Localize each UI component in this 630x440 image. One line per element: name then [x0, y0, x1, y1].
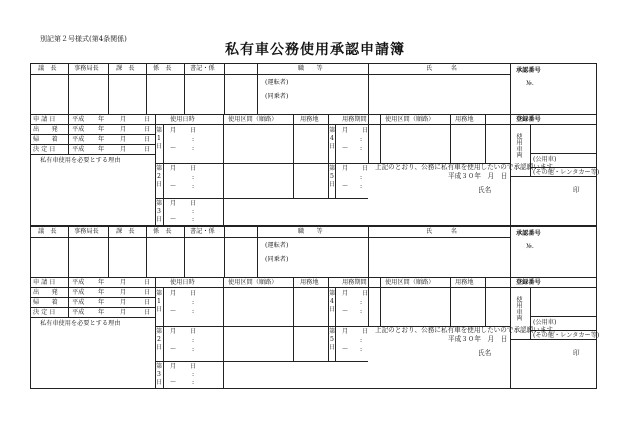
departure-label: 出 発: [33, 126, 58, 133]
passenger-label: (同乗者): [265, 256, 289, 263]
name-label: 氏 名: [426, 228, 457, 235]
date: 日: [190, 290, 197, 297]
day: 日: [144, 309, 151, 316]
col-period: 用務期間: [342, 116, 367, 123]
date: 日: [362, 127, 369, 134]
day-suffix: 日: [156, 379, 163, 386]
header-chair: 議 長: [38, 228, 57, 235]
name-label: 氏 名: [426, 65, 457, 72]
col-destination-2: 用務地: [455, 279, 474, 286]
date: 日: [190, 328, 197, 335]
col-destination-1: 用務地: [300, 279, 319, 286]
declaration-text: 上記のとおり、公務に私有車を使用したいので承認願います。: [375, 326, 560, 334]
month: 月: [170, 290, 177, 297]
day-number-2: 2: [157, 336, 161, 343]
day-prefix: 第: [156, 165, 163, 172]
tilde: ～: [170, 216, 177, 223]
date: 日: [190, 127, 197, 134]
reason-label: 私有車使用を必要とする理由: [40, 320, 121, 327]
colon: :: [360, 183, 363, 190]
decision-date-label: 決 定 日: [33, 309, 56, 316]
month: 月: [170, 328, 177, 335]
day-number-3: 3: [157, 208, 161, 215]
day-suffix: 日: [329, 181, 336, 188]
year: 年: [98, 299, 105, 306]
apply-date-label: 申 請 日: [33, 116, 56, 123]
month: 月: [170, 165, 177, 172]
day-number-3: 3: [157, 371, 161, 378]
other-car-label: (その他・レンタカー等): [533, 332, 600, 339]
approval-number-mark: №.: [526, 243, 534, 250]
day: 日: [144, 146, 151, 153]
date: 日: [362, 328, 369, 335]
day-prefix: 第: [329, 290, 336, 297]
era: 平成: [72, 279, 85, 286]
colon: :: [192, 346, 195, 353]
colon: :: [192, 337, 195, 344]
month: 月: [120, 289, 127, 296]
header-clerk: 書記・係: [190, 65, 215, 72]
era: 平成: [72, 116, 85, 123]
header-section-chief: 課 長: [116, 65, 135, 72]
tilde: ～: [170, 145, 177, 152]
colon: :: [192, 379, 195, 386]
era: 平成: [72, 299, 85, 306]
year: 年: [98, 289, 105, 296]
colon: :: [192, 145, 195, 152]
colon: :: [192, 183, 195, 190]
month: 月: [120, 136, 127, 143]
month: 月: [120, 279, 127, 286]
reason-label: 私有車使用を必要とする理由: [40, 157, 121, 164]
declaration-date: 平成３０年 月 日: [448, 335, 508, 343]
date: 日: [362, 165, 369, 172]
month: 月: [120, 146, 127, 153]
header-sub-chief: 係 長: [153, 228, 172, 235]
colon: :: [360, 346, 363, 353]
other-car-label: (その他・レンタカー等): [533, 169, 600, 176]
tilde: ～: [342, 183, 349, 190]
tilde: ～: [342, 145, 349, 152]
application-section-1: [30, 63, 600, 226]
position-label: 職 等: [298, 65, 323, 72]
month: 月: [120, 116, 127, 123]
colon: :: [360, 136, 363, 143]
seal-mark: 印: [573, 186, 580, 194]
era: 平成: [72, 126, 85, 133]
day-number-5: 5: [330, 336, 334, 343]
page-title: 私有車公務使用承認申請簿: [225, 42, 405, 58]
day: 日: [144, 289, 151, 296]
registration-number-label: 登録番号: [516, 116, 541, 123]
decision-date-label: 決 定 日: [33, 146, 56, 153]
col-route-2: 使用区間（順路）: [385, 279, 435, 286]
col-usage-datetime: 使用日時: [170, 279, 195, 286]
declaration-date: 平成３０年 月 日: [448, 172, 508, 180]
tilde: ～: [170, 308, 177, 315]
col-route-1: 使用区間（順路）: [228, 279, 278, 286]
col-route-1: 使用区間（順路）: [228, 116, 278, 123]
signature-name-label: 氏名: [478, 186, 492, 194]
date: 日: [190, 363, 197, 370]
header-secretary-general: 事務局長: [74, 65, 99, 72]
colon: :: [360, 174, 363, 181]
colon: :: [360, 308, 363, 315]
date: 日: [190, 200, 197, 207]
passenger-label: (同乗者): [265, 93, 289, 100]
apply-date-label: 申 請 日: [33, 279, 56, 286]
day-suffix: 日: [156, 181, 163, 188]
year: 年: [98, 146, 105, 153]
header-sub-chief: 係 長: [153, 65, 172, 72]
month: 月: [342, 165, 349, 172]
month: 月: [342, 127, 349, 134]
colon: :: [192, 299, 195, 306]
position-label: 職 等: [298, 228, 323, 235]
public-car-label: (公用車): [533, 319, 557, 326]
day-number-5: 5: [330, 173, 334, 180]
seal-mark: 印: [573, 349, 580, 357]
col-usage-datetime: 使用日時: [170, 116, 195, 123]
return-label: 帰 着: [33, 136, 58, 143]
day: 日: [144, 116, 151, 123]
colon: :: [192, 216, 195, 223]
header-section-chief: 課 長: [116, 228, 135, 235]
day-number-1: 1: [157, 135, 161, 142]
departure-label: 出 発: [33, 289, 58, 296]
colon: :: [192, 308, 195, 315]
month: 月: [120, 126, 127, 133]
era: 平成: [72, 289, 85, 296]
colon: :: [192, 371, 195, 378]
form-reference: 別記第２号様式(第4条関係): [40, 35, 127, 43]
colon: :: [360, 299, 363, 306]
day-suffix: 日: [156, 143, 163, 150]
approval-number-label: 承認番号: [516, 230, 541, 237]
day-suffix: 日: [156, 216, 163, 223]
month: 月: [120, 299, 127, 306]
day-suffix: 日: [156, 306, 163, 313]
year: 年: [98, 136, 105, 143]
col-destination-2: 用務地: [455, 116, 474, 123]
era: 平成: [72, 146, 85, 153]
day-number-1: 1: [157, 298, 161, 305]
day: 日: [144, 279, 151, 286]
tilde: ～: [342, 308, 349, 315]
vehicle-label: 使用車両: [515, 296, 522, 321]
colon: :: [360, 145, 363, 152]
day-number-4: 4: [330, 135, 334, 142]
day-suffix: 日: [156, 344, 163, 351]
registration-number-label: 登録番号: [516, 279, 541, 286]
tilde: ～: [170, 183, 177, 190]
colon: :: [192, 136, 195, 143]
date: 日: [190, 165, 197, 172]
date: 日: [362, 290, 369, 297]
application-section-2: [30, 226, 600, 389]
day: 日: [144, 136, 151, 143]
day: 日: [144, 126, 151, 133]
year: 年: [98, 126, 105, 133]
day-suffix: 日: [329, 344, 336, 351]
day-suffix: 日: [329, 306, 336, 313]
day-prefix: 第: [329, 328, 336, 335]
colon: :: [192, 208, 195, 215]
approval-number-mark: №.: [526, 80, 534, 87]
approval-number-label: 承認番号: [516, 67, 541, 74]
declaration-text: 上記のとおり、公務に私有車を使用したいので承認願います。: [375, 163, 560, 171]
day-number-2: 2: [157, 173, 161, 180]
col-destination-1: 用務地: [300, 116, 319, 123]
tilde: ～: [170, 346, 177, 353]
day-prefix: 第: [156, 200, 163, 207]
driver-label: (運転者): [265, 242, 289, 249]
era: 平成: [72, 136, 85, 143]
day-prefix: 第: [156, 127, 163, 134]
day-prefix: 第: [329, 165, 336, 172]
public-car-label: (公用車): [533, 156, 557, 163]
driver-label: (運転者): [265, 79, 289, 86]
month: 月: [170, 127, 177, 134]
colon: :: [192, 174, 195, 181]
day-prefix: 第: [156, 328, 163, 335]
year: 年: [98, 309, 105, 316]
col-route-2: 使用区間（順路）: [385, 116, 435, 123]
day: 日: [144, 299, 151, 306]
day-prefix: 第: [156, 290, 163, 297]
tilde: ～: [170, 379, 177, 386]
return-label: 帰 着: [33, 299, 58, 306]
month: 月: [342, 328, 349, 335]
header-chair: 議 長: [38, 65, 57, 72]
month: 月: [120, 309, 127, 316]
tilde: ～: [342, 346, 349, 353]
day-number-4: 4: [330, 298, 334, 305]
year: 年: [98, 116, 105, 123]
year: 年: [98, 279, 105, 286]
vehicle-label: 使用車両: [515, 133, 522, 158]
col-period: 用務期間: [342, 279, 367, 286]
month: 月: [342, 290, 349, 297]
day-prefix: 第: [329, 127, 336, 134]
day-prefix: 第: [156, 363, 163, 370]
era: 平成: [72, 309, 85, 316]
signature-name-label: 氏名: [478, 349, 492, 357]
month: 月: [170, 363, 177, 370]
colon: :: [360, 337, 363, 344]
header-secretary-general: 事務局長: [74, 228, 99, 235]
header-clerk: 書記・係: [190, 228, 215, 235]
month: 月: [170, 200, 177, 207]
day-suffix: 日: [329, 143, 336, 150]
